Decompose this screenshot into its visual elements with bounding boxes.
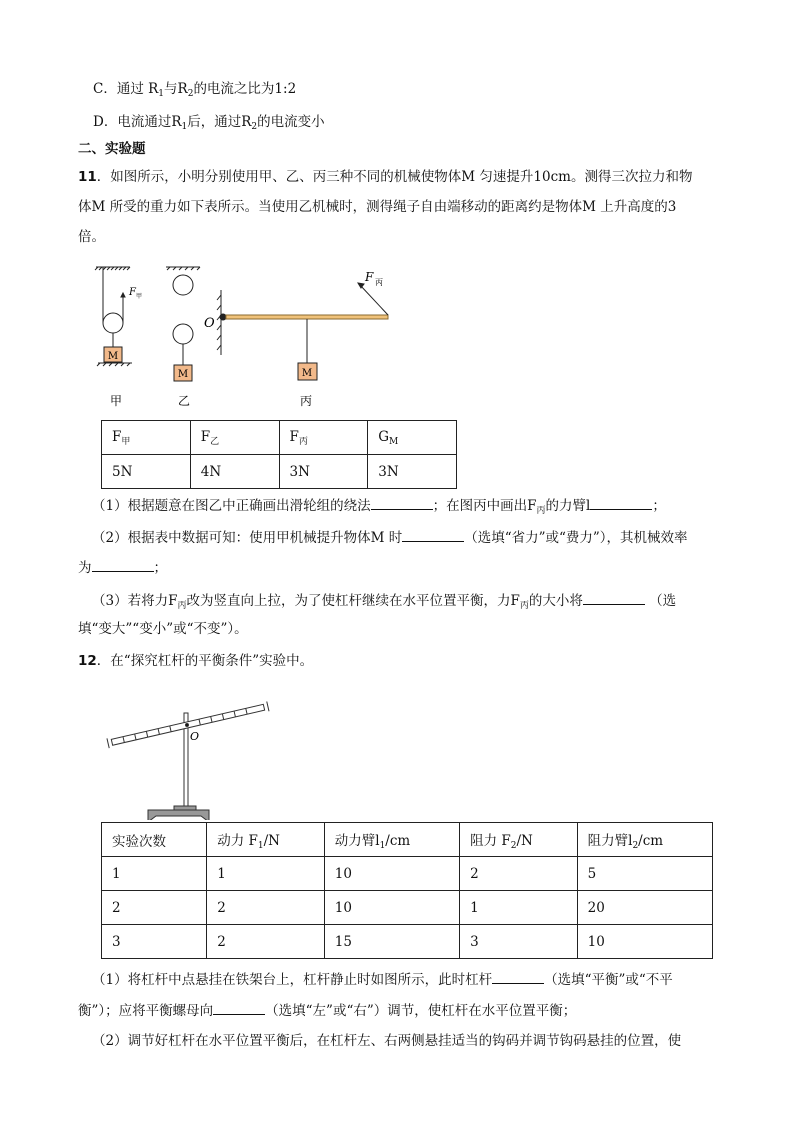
value-cell: 10 — [577, 925, 712, 959]
value-cell: 1 — [102, 857, 207, 891]
cell-text: F — [289, 428, 299, 445]
svg-text:甲: 甲 — [136, 293, 143, 300]
cell-text: F — [200, 428, 211, 445]
cell-text: 2 — [510, 840, 517, 851]
text-segment: 丙 — [177, 601, 187, 611]
cell-text: 甲 — [121, 436, 131, 447]
text-segment: 丙 — [519, 601, 529, 611]
text-segment: 填“变大”“变小”或“不变”）。 — [78, 621, 248, 637]
value-cell: 1 — [207, 857, 325, 891]
value-cell: 2 — [207, 925, 325, 959]
text-segment: 丙 — [536, 506, 546, 516]
q12-part1-b — [78, 1001, 576, 1020]
cell-text: 实验次数 — [112, 833, 166, 850]
value-cell: 2 — [460, 857, 578, 891]
answer-blank[interactable] — [213, 1001, 265, 1015]
svg-text:M: M — [301, 368, 313, 379]
text-segment: ；在图丙中画出F — [432, 498, 537, 514]
label-yi: 乙 — [177, 394, 191, 408]
force-jia-label: F — [129, 287, 136, 298]
q11-stem-1 — [78, 168, 692, 186]
header-cell — [368, 421, 457, 455]
value-cell: 3N — [279, 455, 368, 489]
q11-part2-b — [78, 558, 167, 577]
cell-text: M — [389, 436, 399, 447]
cell-text: 2 — [632, 840, 639, 851]
value-cell: 3N — [368, 455, 457, 489]
text-segment: （选填“左”或“右”）调节，使杠杆在水平位置平衡； — [265, 1003, 577, 1019]
table-row — [102, 891, 713, 925]
header-cell — [190, 421, 279, 455]
text-segment: 的力臂l — [545, 498, 591, 514]
cell-text: 1 — [257, 840, 264, 851]
text-segment: 的电流之比为1:2 — [193, 81, 297, 97]
q12-part1-a — [92, 970, 673, 989]
svg-text:F: F — [365, 270, 374, 284]
q12-stem — [78, 652, 313, 670]
text-segment: 2 — [187, 89, 194, 99]
cell-text: /cm — [638, 832, 664, 849]
cell-text: 1 — [379, 840, 386, 851]
figure-lever-stand — [100, 690, 280, 820]
cell-text: /cm — [385, 832, 411, 849]
header-cell — [102, 823, 207, 857]
cell-text: /N — [263, 832, 280, 849]
option-c — [93, 80, 296, 103]
answer-blank[interactable] — [583, 591, 645, 605]
q12-part2 — [92, 1032, 681, 1050]
value-cell: 10 — [324, 857, 459, 891]
cell-text: 丙 — [298, 436, 308, 447]
q11-part3-b — [78, 620, 248, 638]
text-segment: 衡”）；应将平衡螺母向 — [78, 1003, 214, 1019]
option-d — [93, 113, 325, 136]
header-cell — [207, 823, 325, 857]
value-cell: 10 — [324, 891, 459, 925]
text-segment: 的电流变小 — [257, 114, 325, 130]
text-segment: （选填“平衡”或“不平 — [544, 972, 673, 988]
value-cell: 5 — [577, 857, 712, 891]
svg-text:M: M — [107, 351, 119, 362]
svg-text:M: M — [177, 369, 189, 380]
answer-blank[interactable] — [371, 496, 433, 510]
text-segment: C．通过 R — [93, 81, 159, 97]
text-segment: 11 — [78, 169, 97, 185]
text-segment: ； — [153, 560, 167, 576]
text-segment: （选填“省力”或“费力”），其机械效率 — [464, 530, 688, 546]
value-cell: 2 — [102, 891, 207, 925]
cell-text: 动力臂l — [334, 832, 380, 849]
text-segment: （1）将杠杆中点悬挂在铁架台上，杠杆静止时如图所示，此时杠杆 — [92, 972, 493, 988]
lever-data-table — [101, 822, 713, 959]
cell-text: F — [112, 428, 122, 445]
answer-blank[interactable] — [492, 970, 544, 984]
cell-text: 乙 — [210, 436, 220, 447]
text-segment: ； — [652, 498, 666, 514]
q11-part3-a — [92, 591, 676, 615]
text-segment: （2）根据表中数据可知：使用甲机械提升物体M 时 — [92, 530, 403, 546]
svg-text:丙: 丙 — [375, 278, 383, 287]
text-segment: 后，通过R — [187, 114, 252, 130]
value-cell: 3 — [102, 925, 207, 959]
table-row — [102, 925, 713, 959]
text-segment: 改为竖直向上拉，为了使杠杆继续在水平位置平衡，力F — [186, 593, 520, 609]
value-cell: 20 — [577, 891, 712, 925]
figure-bing — [217, 283, 388, 380]
q11-part2-a — [92, 528, 688, 547]
header-cell — [577, 823, 712, 857]
header-cell — [102, 421, 191, 455]
figure-machines — [80, 255, 400, 415]
answer-blank[interactable] — [402, 528, 464, 542]
text-segment: （选 — [644, 593, 677, 609]
text-segment: 1 — [158, 89, 165, 99]
text-segment: 体M 所受的重力如下表所示。当使用乙机械时，测得绳子自由端移动的距离约是物体M 上升高度的3 — [78, 199, 677, 215]
text-segment: D．电流通过R — [93, 114, 182, 130]
text-segment: 的大小将 — [528, 593, 583, 609]
cell-text: G — [378, 428, 390, 445]
answer-blank[interactable] — [92, 558, 154, 572]
q11-stem-3 — [78, 228, 105, 246]
text-segment: （2）调节好杠杆在水平位置平衡后，在杠杆左、右两侧悬挂适当的钩码并调节钩码悬挂的位置，使 — [92, 1033, 682, 1049]
table-row — [102, 857, 713, 891]
text-segment: 与R — [164, 81, 188, 97]
value-cell: 1 — [460, 891, 578, 925]
value-cell: 5N — [102, 455, 191, 489]
text-segment: 为 — [78, 560, 92, 576]
text-segment: ．在“探究杠杆的平衡条件”实验中。 — [96, 653, 314, 669]
text-segment: （3）若将力F — [92, 593, 178, 609]
header-cell — [279, 421, 368, 455]
text-segment: 12 — [78, 653, 97, 669]
figure-yi — [166, 267, 200, 381]
text-segment: 1 — [181, 122, 188, 132]
text-segment: ．如图所示，小明分别使用甲、乙、丙三种不同的机械使物体M 匀速提升10cm。测得三次拉力和物 — [96, 169, 693, 185]
pivot-label: O — [204, 316, 215, 331]
cell-text: 阻力臂l — [587, 832, 633, 849]
value-cell: 3 — [460, 925, 578, 959]
header-cell — [460, 823, 578, 857]
answer-blank[interactable] — [590, 496, 652, 510]
cell-text: 阻力 F — [470, 832, 511, 849]
section-heading — [78, 140, 146, 158]
cell-text: /N — [516, 832, 533, 849]
label-jia: 甲 — [109, 394, 123, 408]
svg-text:O: O — [190, 730, 200, 743]
text-segment: 2 — [251, 122, 258, 132]
q11-part1 — [92, 496, 666, 520]
text-segment: 二、实验题 — [78, 141, 146, 157]
header-cell — [324, 823, 459, 857]
value-cell: 4N — [190, 455, 279, 489]
text-segment: 倍。 — [78, 229, 105, 245]
text-segment: （1）根据题意在图乙中正确画出滑轮组的绕法 — [92, 498, 371, 514]
label-bing: 丙 — [299, 394, 313, 408]
value-cell: 15 — [324, 925, 459, 959]
cell-text: 动力 F — [217, 832, 258, 849]
force-table — [101, 420, 457, 489]
q11-stem-2 — [78, 198, 676, 216]
value-cell: 2 — [207, 891, 325, 925]
